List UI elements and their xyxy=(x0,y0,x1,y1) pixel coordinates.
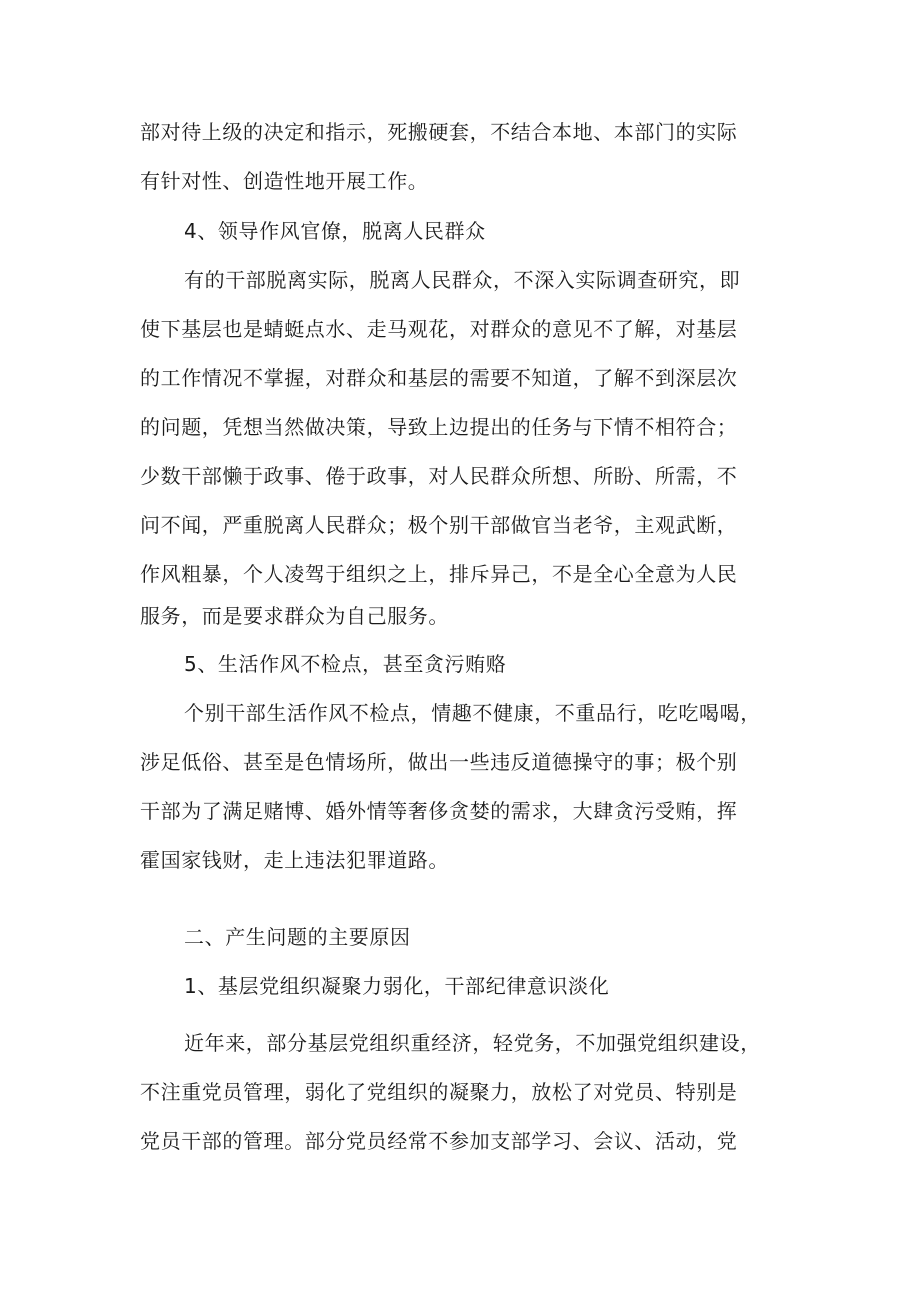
body-text-line: 近年来，部分基层党组织重经济，轻党务，不加强党组织建设， xyxy=(184,1031,761,1055)
body-text-line: 有的干部脱离实际，脱离人民群众，不深入实际调查研究，即 xyxy=(184,268,741,292)
body-text-line: 服务，而是要求群众为自己服务。 xyxy=(140,604,449,628)
body-text-line: 不注重党员管理，弱化了党组织的凝聚力，放松了对党员、特别是 xyxy=(140,1080,738,1104)
section-heading: 1、基层党组织凝聚力弱化，干部纪律意识淡化 xyxy=(184,974,610,998)
body-text-line: 霍国家钱财，走上违法犯罪道路。 xyxy=(140,848,449,872)
body-text-line: 个别干部生活作风不检点，情趣不健康，不重品行，吃吃喝喝， xyxy=(184,701,761,725)
body-text-line: 涉足低俗、甚至是色情场所，做出一些违反道德操守的事；极个别 xyxy=(140,750,738,774)
chapter-heading: 二、产生问题的主要原因 xyxy=(184,925,411,949)
body-text-line: 干部为了满足赌博、婚外情等奢侈贪婪的需求，大肆贪污受贿，挥 xyxy=(140,799,738,823)
body-text-line: 的工作情况不掌握，对群众和基层的需要不知道，了解不到深层次 xyxy=(140,366,738,390)
body-text-line: 问不闻，严重脱离人民群众；极个别干部做官当老爷，主观武断， xyxy=(140,513,738,537)
section-heading: 4、领导作风官僚，脱离人民群众 xyxy=(184,219,486,243)
section-heading: 5、生活作风不检点，甚至贪污贿赂 xyxy=(184,652,507,676)
body-text-line: 党员干部的管理。部分党员经常不参加支部学习、会议、活动，党 xyxy=(140,1129,738,1153)
body-text-line: 部对待上级的决定和指示，死搬硬套，不结合本地、本部门的实际 xyxy=(140,120,738,144)
body-text-line: 有针对性、创造性地开展工作。 xyxy=(140,169,429,193)
body-text-line: 的问题，凭想当然做决策，导致上边提出的任务与下情不相符合； xyxy=(140,415,738,439)
body-text-line: 使下基层也是蜻蜓点水、走马观花，对群众的意见不了解，对基层 xyxy=(140,317,738,341)
body-text-line: 少数干部懒于政事、倦于政事，对人民群众所想、所盼、所需，不 xyxy=(140,464,738,488)
body-text-line: 作风粗暴，个人凌驾于组织之上，排斥异己，不是全心全意为人民 xyxy=(140,562,738,586)
